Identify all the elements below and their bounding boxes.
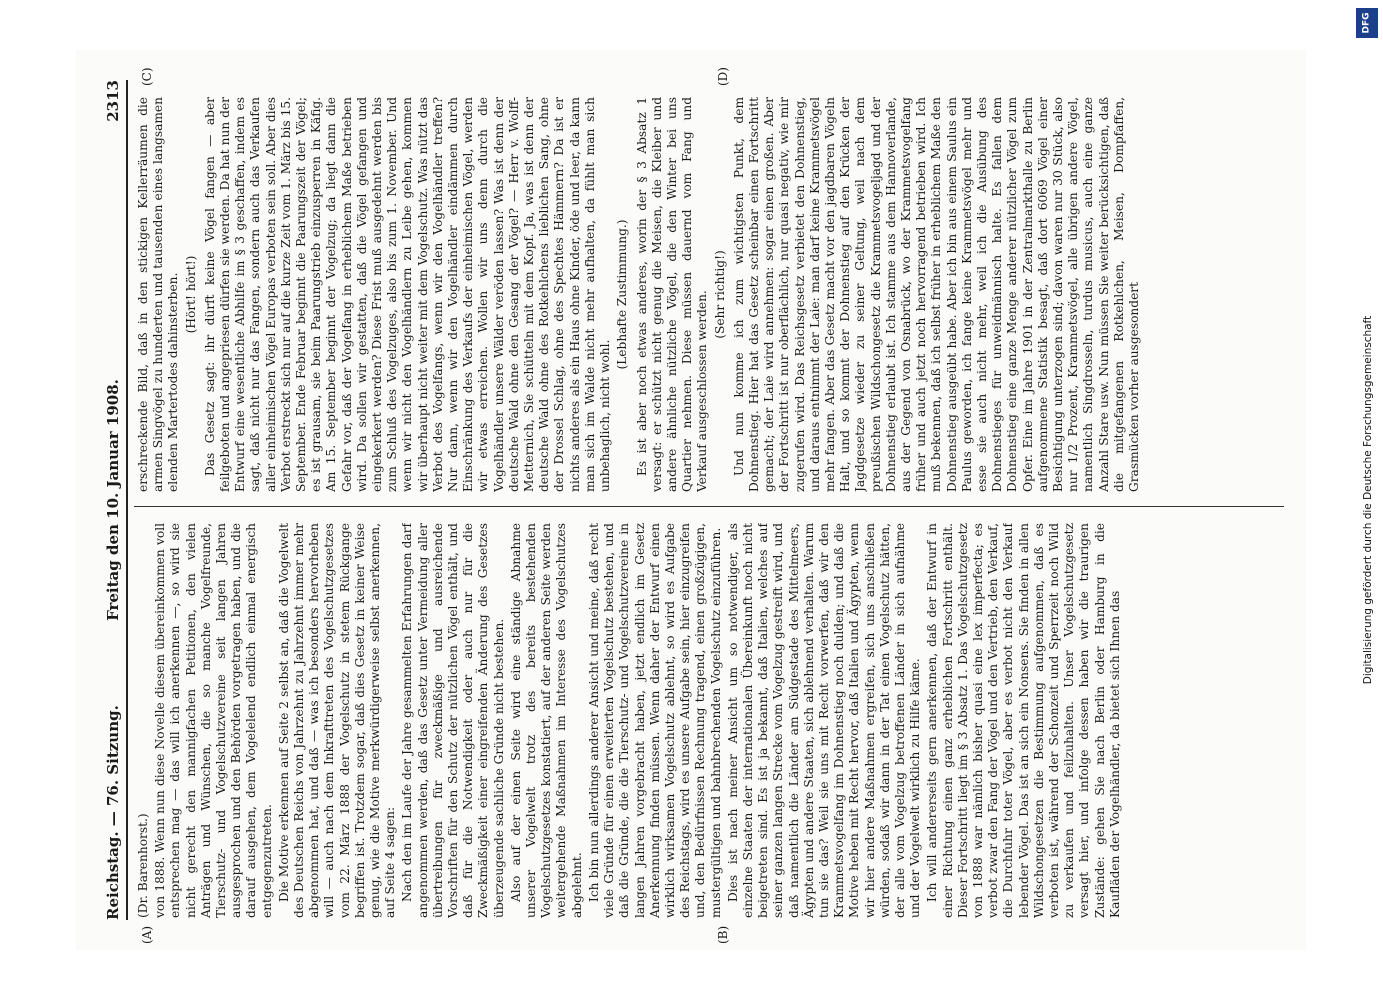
dfg-logo <box>1356 8 1378 38</box>
paragraph: Also auf der einen Seite wird eine ständige Abnahme unserer Vogelwelt trotz des bereits bestehenden Vogelschutzgesetzes konstatiert, auf der anderen Seite werden weitergehende Maßnahmen im Interesse des Vogelschutzes abgelehnt. <box>508 523 584 918</box>
margin-marker-a: (A) <box>140 925 154 944</box>
interjection: (Lebhafte Zustimmung.) <box>615 219 630 370</box>
paragraph: Ich will andererseits gern anerkennen, daß der Entwurf in einer Richtung einen ganz erheblichen Fortschritt enthält. Dieser Fortschritt liegt im § 3 Absatz 1. Das Vogelschutzgesetz von 1888 war nämlich bisher quasi eine lex imperfecta; es verbot zwar den Fang der Vögel und den Vertrieb, den Verkauf, die Durchfuhr toter Vögel, aber es verbot nicht den Verkauf lebender Vögel. Das ist an sich ein Nonsens. Sie finden in allen Wildschongesetzen die Bestimmung aufgenommen, daß es verboten ist, während der Schonzeit und Sperrzeit noch Wild zu verkaufen und feilzuhalten. Unser Vogelschutzgesetz versagt hier, und infolge dessen haben wir die traurigen Zustände: gehen Sie nach Berlin oder Hamburg in die Kaufläden der Vogelhändler, da bietet sich Ihnen das <box>925 523 1122 918</box>
speaker-name: (Dr. Barenhorst.) <box>136 813 150 918</box>
header-page-number: 2313 <box>104 80 122 122</box>
interjection: (Sehr richtig!) <box>712 250 727 339</box>
interjection: (Hört! hört!) <box>183 255 198 334</box>
paragraph: erschreckende Bild, daß in den stickigen Kellerräumen die armen Singvögel zu hunderten und tausenden eines langsamen elenden Martertodes dahinsterben. <box>136 97 181 492</box>
column-divider <box>134 506 1284 507</box>
rotated-document-page <box>76 50 1306 950</box>
paragraph: Das Gesetz sagt: ihr dürft keine Vögel fangen — aber feilgeboten und angepriesen dürfen sie werden. Da hat nun der Entwurf eine wesentliche Abhilfe im § 3 geschaffen, indem es sagt, daß nicht nur das Fangen, sondern auch das Verkaufen aller einheimischen Vögel Europas verboten sein soll. Aber dies Verbot erstreckt sich nur auf die kurze Zeit vom 1. März bis 15. September. Ende Februar beginnt die Paarungszeit der Vögel; es ist grausam, sie beim Paarungstrieb einzusperren in Käfig. Am 15. September beginnt der Vogelzug; da liegt dann die Gefahr vor, daß der Vogelfang in erheblichem Maße betrieben wird. Da sollen wir gestatten, daß die Vögel gefangen und eingekerkert werden? Diese Frist muß ausgedehnt werden bis zum Schluß des Vogelzuges, also bis zum 1. November. Und wenn wir nicht den Vogelhändlern zu Leibe gehen, kommen wir überhaupt nicht weiter mit dem Vogelschutz. Was nützt das Verbot des Vogelfangs, wenn wir den Vogelhändler treffen? Nur dann, wenn wir den Vogelhändler eindämmen durch Einschränkung des Verkaufs der einheimischen Vögel, werden wir etwas erreichen. Wollen wir uns denn durch die Vogelhändler unsere Wälder veröden lassen? Was ist denn der deutsche Wald ohne den Gesang der Vögel? — Herr v. Wolff-Metternich, Sie schütteln mit dem Kopf. Ja, was ist denn der deutsche Wald ohne des Rotkehlchens lieblichen Sang, ohne der Drossel Schlag, ohne des Spechtes Hämmern? Da ist er nichts anderes als ein Haus ohne Kinder, öde und leer, da kann man sich im Walde nicht mehr aufhalten, da fühlt man sich unbehaglich, nicht wohl. <box>202 97 613 492</box>
page-header <box>98 80 128 920</box>
paragraph: von 1888. Wenn nun diese Novelle diesem übereinkommen voll entsprechen mag — das will ich anerkennen —, so wird sie nicht gerecht den mannigfachen Petitionen, den vielen Anträgen und Wünschen, die so manche Vogelfreunde, Tierschutz- und Vogelschutzvereine seit langen Jahren ausgesprochen und den Behörden vorgetragen haben, und die darauf ausgehen, dem Vogelelend endlich einmal energisch entgegenzutreten. <box>153 523 274 918</box>
margin-marker-d: (D) <box>716 67 730 86</box>
margin-marker-b: (B) <box>716 925 730 944</box>
paragraph: Dies ist nach meiner Ansicht um so notwendiger, als einzelne Staaten der internationalen Übereinkunft noch nicht beigetreten sind. Es ist ja bekannt, daß Italien, welches auf seiner ganzen langen Strecke vom Vogelzug gestreift wird, und daß namentlich die Länder am Südgestade des Mittelmeers, Ägypten und andere Staaten, sich ablehnend verhalten. Warum tun sie das? Weil sie uns mit Recht vorwerfen, daß wir den Krammetsvogelfang im Dohnenstieg noch dulden; und daß die Motive heben mit Recht hervor, daß Italien und Ägypten, wenn wir hier andere Maßnahmen ergreifen, sich uns anschließen würden, sodaß wir dann in der Tat einen Vogelschutz hätten, der alle vom Vogelzug betroffenen Länder in sich aufnähme und der Vogelwelt wirklich zu Hilfe käme. <box>725 523 923 918</box>
paragraph: Es ist aber noch etwas anderes, worin der § 3 Absatz 1 versagt: er schützt nicht genug die Meisen, die Kleiber und andere ähnliche nützliche Vögel, die den Winter bei uns Quartier nehmen. Diese müssen dauernd vom Fang und Verkauf ausgeschlossen werden. <box>634 97 710 492</box>
paragraph: Ich bin nun allerdings anderer Ansicht und meine, daß recht viele Gründe für einen erweiterten Vogelschutz bestehen, und daß die Gründe, die die Tierschutz- und Vogelschutzvereine in langen Jahren vorgebracht haben, jetzt endlich im Gesetz Anerkennung finden müssen. Wenn daher der Entwurf einen wirklich wirksamen Vogelschutz ablehnt, so wird es Aufgabe des Reichstags, wird es unsere Aufgabe sein, hier einzugreifen und, den Bedürfnissen Rechnung tragend, einen großzügigen, mustergültigen und bahnbrechenden Vogelschutz einzuführen. <box>586 523 723 918</box>
right-text-column <box>136 97 1286 492</box>
header-session: Reichstag. — 76. Sitzung. <box>104 705 122 920</box>
margin-marker-c: (C) <box>140 67 154 86</box>
dfg-logo-text: DFG <box>1361 12 1372 34</box>
quoted-paragraph: Nach den im Laufe der Jahre gesammelten Erfahrungen darf angenommen werden, daß das Gesetz unter Vermeidung aller übertreibungen für zweckmäßige und ausreichende Vorschriften für den Schutz der nützlichen Vögel enthält, und daß für die Notwendigkeit oder auch nur für die Zweckmäßigkeit einer eingreifenden Änderung des Gesetzes überzeugende sachliche Gründe nicht bestehen. <box>400 523 506 918</box>
paragraph: Und nun komme ich zum wichtigsten Punkt, dem Dohnenstieg. Hier hat das Gesetz scheinbar einen Fortschritt gemacht; der Laie wird annehmen: sogar einen großen. Aber der Fortschritt ist nur oberflächlich, nur quasi negativ, wie mir zugerufen wird. Das Reichsgesetz verbietet den Dohnenstieg, und daraus entnimmt der Laie: man darf keine Krammetsvögel mehr fangen. Aber das Gesetz macht vor den jagdbaren Vögeln Halt, und so kommt der Dohnenstieg auf den Krücken der Jagdgesetze wieder zu seiner Geltung, weil nach dem preußischen Wildschongesetz die Krammetsvogeljagd und der Dohnenstieg erlaubt ist. Ich stamme aus dem Hannoverlande, aus der Gegend von Osnabrück, wo der Krammetsvogelfang früher und auch jetzt noch hervorragend betrieben wird. Ich muß bekennen, daß ich selbst früher in erheblichem Maße den Dohnenstieg ausgeübt habe. Aber ich bin aus einem Saulus ein Paulus geworden, ich fange keine Krammetsvögel mehr und esse sie auch nicht mehr, weil ich die Ausübung des Dohnenstieges für unweidmännisch halte. Es fallen dem Dohnenstieg eine ganze Menge anderer nützlicher Vögel zum Opfer. Eine im Jahre 1901 in der Zentralmarkthalle zu Berlin aufgenommene Statistik besagt, daß dort 6069 Vögel einer Besichtigung unterzogen sind; davon waren nur 30 Stück, also nur 1/2 Prozent, Krammetsvögel, alle übrigen andere Vögel, namentlich Singdrosseln, turdus musicus, auch eine ganze Anzahl Stare usw. Nun müssen Sie weiter berücksichtigen, daß die mitgefangenen Rotkehlchen, Meisen, Dompfaffen, Grasmücken vorher ausgesondert <box>731 97 1141 492</box>
paragraph: Die Motive erkennen auf Seite 2 selbst an, daß die Vogelwelt des Deutschen Reichs von Jahrzehnt zu Jahrzehnt immer mehr abgenommen hat, und daß — was ich besonders hervorheben will — auch nach dem Inkrafttreten des Vogelschutzgesetzes vom 22. März 1888 der Vogelschutz in stetem Rückgange begriffen ist. Trotzdem sogar, daß dies Gesetz in keiner Weise genug, wie die Motive merkwürdigerweise selbst anerkennen, auf Seite 4 sagen: <box>276 523 398 918</box>
header-date: Freitag den 10. Januar 1908. <box>104 379 122 621</box>
dfg-attribution: Digitalisierung gefördert durch die Deutsche Forschungsgemeinschaft <box>1362 315 1374 685</box>
left-text-column <box>136 523 1286 918</box>
